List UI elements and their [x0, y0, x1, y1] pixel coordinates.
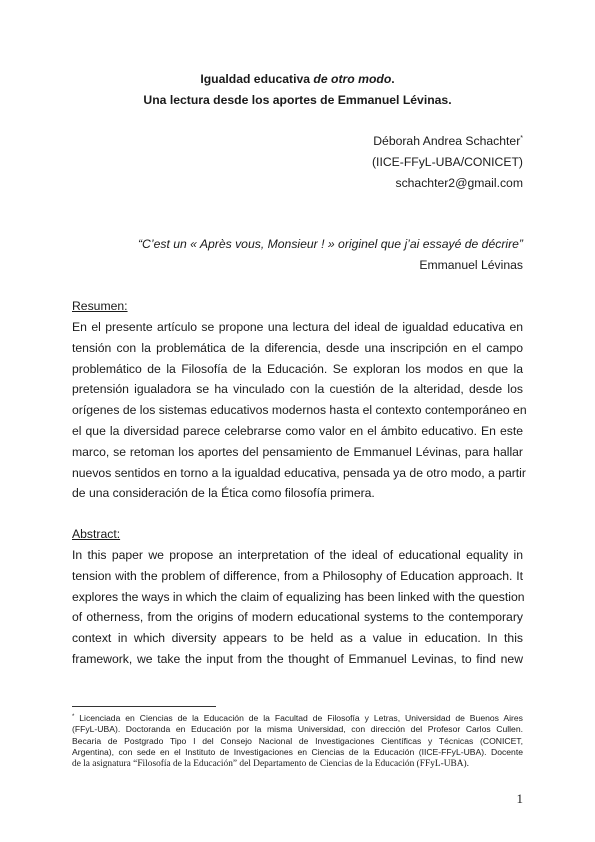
abstract-line: of otherness, from the origins of modern educational systems to the contemporary — [72, 610, 523, 625]
title-line-2: Una lectura desde los aportes de Emmanuel Lévinas. — [143, 93, 452, 107]
footnote-separator — [72, 706, 216, 707]
footnote-line: Argentina), con sede en el Instituto de Investigaciones en Ciencias de la Educación (IICE-FFyL-UBA). Docente — [72, 747, 523, 758]
abstract-heading: Abstract: — [72, 527, 121, 541]
resumen-line: pretensión igualadora se ha vinculado con la cuestión de la alteridad, desde los — [72, 382, 523, 397]
abstract-line: framework, we take the input from the thought of Emmanuel Levinas, to find new — [72, 651, 523, 666]
author-name — [373, 134, 523, 148]
title-period: . — [391, 72, 395, 86]
footnote-line-text: Licenciada en Ciencias de la Educación de la Facultad de Filosofía y Letras, Universidad de Buenos Aires — [79, 713, 523, 723]
resumen-line: de una consideración de la Ética como filosofía primera. — [72, 486, 375, 501]
footnote — [72, 713, 523, 770]
resumen-line: tensión con la problemática de la diferencia, desde una inscripción en el campo — [72, 340, 523, 355]
author-name-text: Déborah Andrea Schachter — [373, 134, 521, 148]
footnote-line: (FFyL-UBA). Doctoranda en Educación por la misma Universidad, con dirección del Profesor Carlos Cullen. — [72, 724, 523, 735]
resumen-line: problemático de la Filosofía de la Educación. Se exploran los modos en que la — [72, 361, 523, 376]
title-text: Igualdad educativa — [200, 72, 314, 86]
footnote-marker[interactable]: * — [520, 135, 523, 142]
resumen-line: nuevos sentidos en torno a la igualdad educativa, pensada ya de otro modo, a partir — [72, 465, 526, 480]
resumen-line: marco, se retoman los aportes del pensamiento de Emmanuel Lévinas, para hallar — [72, 444, 523, 459]
title-line-1 — [72, 72, 523, 86]
abstract-line: explores the ways in which the claim of equalizing has been linked with the question — [72, 589, 525, 604]
abstract-line: In this paper we propose an interpretation of the ideal of educational equality in — [72, 548, 523, 562]
epigraph-attribution: Emmanuel Lévinas — [419, 258, 523, 272]
resumen-heading: Resumen: — [72, 299, 128, 313]
resumen-line: el que la diversidad parece celebrarse como valor en el ámbito educativo. En este — [72, 423, 523, 438]
resumen-line: En el presente artículo se propone una lectura del ideal de igualdad educativa en — [72, 320, 523, 334]
abstract-line: context in which diversity appears to be held as a value in education. In this — [72, 631, 523, 646]
footnote-mark: * — [72, 714, 75, 720]
footnote-line: Becaria de Postgrado Tipo I del Consejo Nacional de Investigaciones Científicas y Técnicas (CONICET, — [72, 735, 523, 746]
author-email[interactable]: schachter2@gmail.com — [395, 176, 523, 190]
resumen-line: orígenes de los sistemas educativos modernos hasta el contexto contemporáneo en — [72, 403, 527, 418]
footnote-line: de la asignatura “Filosofía de la Educación” del Departamento de Ciencias de la Educación (FFyL-UBA). — [72, 758, 469, 769]
footnote-line — [72, 713, 523, 724]
abstract-line: tension with the problem of difference, from a Philosophy of Education approach. It — [72, 568, 523, 583]
abstract-paragraph — [72, 548, 523, 673]
author-affiliation: (IICE-FFyL-UBA/CONICET) — [372, 155, 523, 169]
page-number: 1 — [516, 791, 523, 806]
epigraph-quote: “C’est un « Après vous, Monsieur ! » originel que j’ai essayé de décrire” — [138, 237, 523, 251]
title-italic-text: de otro modo — [313, 72, 392, 86]
resumen-paragraph — [72, 320, 527, 507]
